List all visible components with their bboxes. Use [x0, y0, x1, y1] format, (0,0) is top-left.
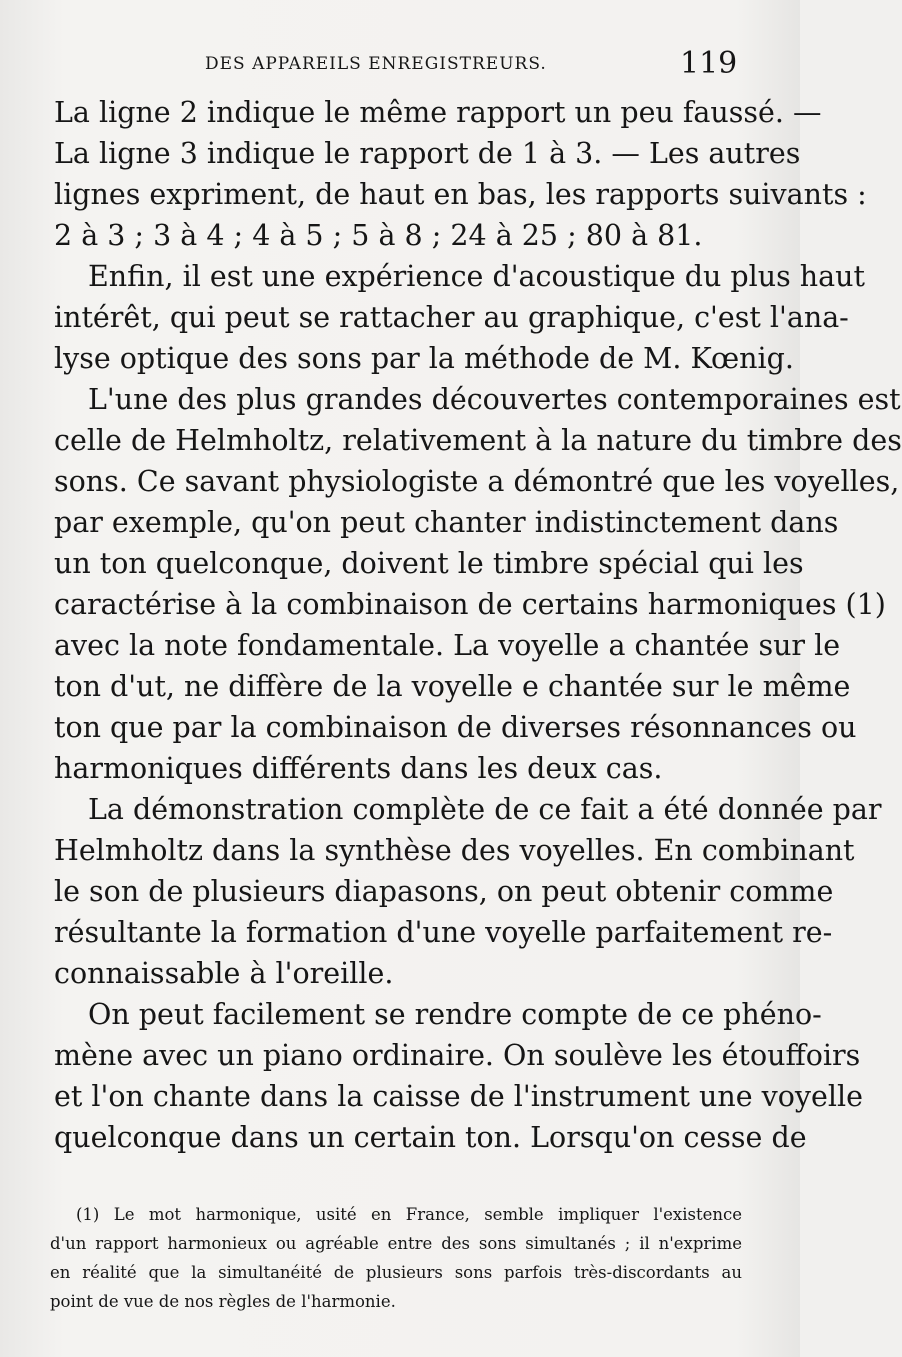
text-line: quelconque dans un certain ton. Lorsqu'on cesse de	[54, 1121, 807, 1154]
text-line: Enfin, il est une expérience d'acoustique du plus haut	[88, 260, 865, 293]
text-line: harmoniques différents dans les deux cas.	[54, 752, 663, 785]
text-line: celle de Helmholtz, relativement à la nature du timbre des	[54, 424, 902, 457]
text-line: intérêt, qui peut se rattacher au graphique, c'est l'ana-	[54, 301, 849, 334]
text-line: L'une des plus grandes découvertes contemporaines est	[88, 383, 901, 416]
text-line: caractérise à la combinaison de certains harmoniques (1)	[54, 588, 886, 621]
text-line: mène avec un piano ordinaire. On soulève les étouffoirs	[54, 1039, 861, 1072]
text-line: ton que par la combinaison de diverses résonnances ou	[54, 711, 857, 744]
text-line: sons. Ce savant physiologiste a démontré que les voyelles,	[54, 465, 900, 498]
text-line: 2 à 3 ; 3 à 4 ; 4 à 5 ; 5 à 8 ; 24 à 25 ; 80 à 81.	[54, 219, 703, 252]
footnote-line: en réalité que la simultanéité de plusieurs sons parfois très-discordants au	[50, 1263, 742, 1282]
text-line: La ligne 3 indique le rapport de 1 à 3. — Les autres	[54, 137, 801, 170]
text-line: ton d'ut, ne diffère de la voyelle e chantée sur le même	[54, 670, 851, 703]
text-line: avec la note fondamentale. La voyelle a chantée sur le	[54, 629, 841, 662]
text-line: On peut facilement se rendre compte de ce phéno-	[88, 998, 822, 1031]
text-line: connaissable à l'oreille.	[54, 957, 394, 990]
text-line: lignes expriment, de haut en bas, les rapports suivants :	[54, 178, 867, 211]
text-line: et l'on chante dans la caisse de l'instrument une voyelle	[54, 1080, 863, 1113]
text-line: La ligne 2 indique le même rapport un peu faussé. —	[54, 96, 822, 129]
footnote-line: (1) Le mot harmonique, usité en France, semble impliquer l'existence	[76, 1205, 742, 1224]
text-line: résultante la formation d'une voyelle parfaitement re-	[54, 916, 833, 949]
footnotes	[50, 1200, 742, 1316]
text-line: un ton quelconque, doivent le timbre spécial qui les	[54, 547, 804, 580]
body-text	[54, 92, 902, 1158]
footnote-line: point de vue de nos règles de l'harmonie.	[50, 1292, 396, 1311]
page-number: 119	[680, 46, 738, 81]
text-line: lyse optique des sons par la méthode de M. Kœnig.	[54, 342, 794, 375]
running-title: DES APPAREILS ENREGISTREURS.	[205, 54, 547, 74]
text-line: par exemple, qu'on peut chanter indistinctement dans	[54, 506, 839, 539]
footnote-line: d'un rapport harmonieux ou agréable entre des sons simultanés ; il n'exprime	[50, 1234, 742, 1253]
text-line: La démonstration complète de ce fait a été donnée par	[88, 793, 882, 826]
text-line: Helmholtz dans la synthèse des voyelles. En combinant	[54, 834, 855, 867]
text-line: le son de plusieurs diapasons, on peut obtenir comme	[54, 875, 834, 908]
page-header	[0, 46, 800, 86]
